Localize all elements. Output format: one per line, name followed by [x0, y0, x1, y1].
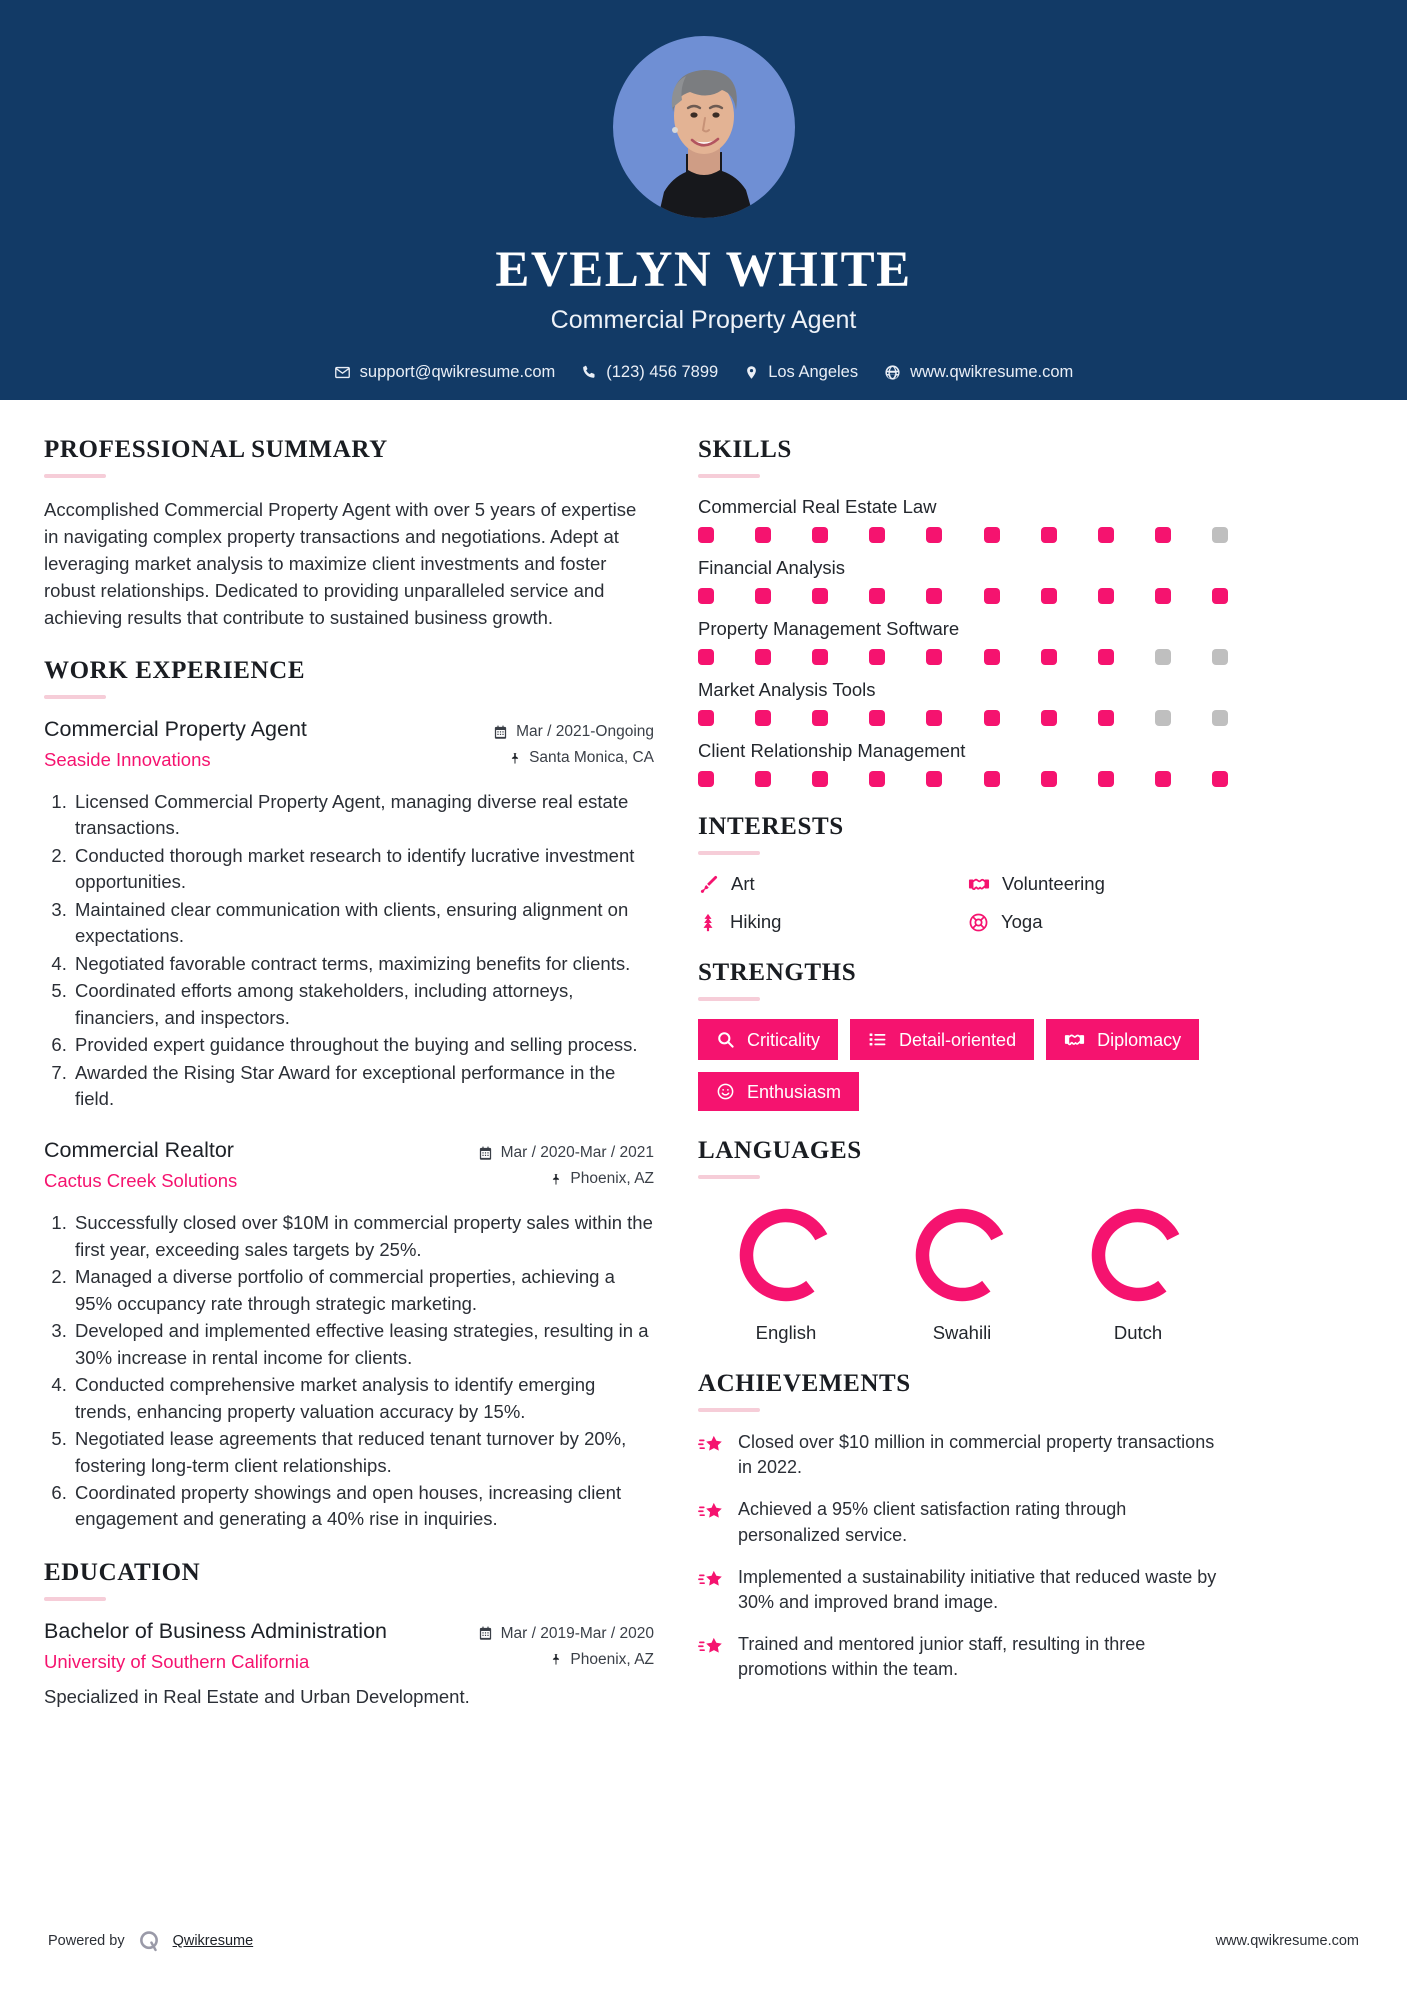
- job-bullet: 4. Negotiated favorable contract terms, maximizing benefits for clients.: [72, 951, 654, 977]
- skill-dot: [926, 527, 942, 543]
- job-location: Phoenix, AZ: [570, 1170, 654, 1188]
- skill-dot: [755, 649, 771, 665]
- job-dates: Mar / 2021-Ongoing: [516, 723, 654, 740]
- magnifier-icon: [716, 1030, 735, 1049]
- right-column: [698, 436, 1228, 1734]
- handshake-icon: [1064, 1029, 1085, 1050]
- job-list: [44, 717, 654, 1533]
- contact-email-text: support@qwikresume.com: [359, 362, 556, 381]
- skill-label: Financial Analysis: [698, 557, 846, 578]
- skill-dot: [1041, 771, 1057, 787]
- section-interests: [698, 813, 1228, 933]
- language-item: [874, 1203, 1050, 1344]
- section-heading: SKILLS: [698, 436, 792, 463]
- job-title: Commercial Realtor: [44, 1138, 234, 1163]
- strength-label: Enthusiasm: [747, 1081, 842, 1102]
- strength-list: [698, 1019, 1228, 1111]
- job-bullets: [44, 789, 654, 1112]
- job-role-subtitle: Commercial Property Agent: [550, 305, 857, 334]
- section-heading: ACHIEVEMENTS: [698, 1370, 911, 1397]
- skill-dot: [926, 588, 942, 604]
- skill-label: Market Analysis Tools: [698, 679, 876, 700]
- strength-pill: [698, 1072, 859, 1111]
- pin-icon: [508, 751, 521, 766]
- skill-dot: [812, 527, 828, 543]
- skill-dot: [1212, 527, 1228, 543]
- skill-dot: [812, 649, 828, 665]
- strength-pill: [698, 1019, 838, 1060]
- contact-phone-text: (123) 456 7899: [606, 362, 719, 381]
- language-list: [698, 1197, 1228, 1344]
- skill-rating: [698, 771, 1228, 787]
- job-header: [44, 1138, 654, 1196]
- job-bullet: 5. Negotiated lease agreements that reduced tenant turnover by 20%, fostering long-term client relationships.: [72, 1426, 654, 1479]
- skill-dot: [1098, 771, 1114, 787]
- job-bullet: 4. Conducted comprehensive market analysis to identify emerging trends, enhancing property valuation accuracy by 15%.: [72, 1372, 654, 1425]
- section-rule: [44, 1597, 106, 1601]
- achievement-item: [698, 1565, 1228, 1615]
- star-burst-icon: [698, 1432, 724, 1458]
- contact-email[interactable]: [325, 363, 565, 382]
- page-footer: [0, 1928, 1407, 1954]
- job-bullet: 3. Developed and implemented effective leasing strategies, resulting in a 30% increase in rental income for clients.: [72, 1318, 654, 1371]
- avatar: [613, 36, 795, 218]
- skill-dot: [1098, 527, 1114, 543]
- skill-dot: [1155, 710, 1171, 726]
- job-bullet: 7. Awarded the Rising Star Award for exceptional performance in the field.: [72, 1060, 654, 1113]
- map-pin-icon: [744, 364, 759, 381]
- section-strengths: [698, 959, 1228, 1111]
- skill-dot: [1155, 527, 1171, 543]
- job-location-row: [449, 749, 654, 767]
- achievement-bullet-icon: [698, 1499, 724, 1530]
- language-label: Swahili: [932, 1322, 992, 1343]
- skill-dot: [984, 710, 1000, 726]
- skill-dot: [926, 710, 942, 726]
- achievement-list: [698, 1430, 1228, 1683]
- footer-brand-link[interactable]: Qwikresume: [172, 1933, 254, 1949]
- achievement-text: Implemented a sustainability initiative that reduced waste by 30% and improved brand image.: [738, 1566, 1217, 1612]
- education-header: [44, 1619, 654, 1677]
- school-name: University of Southern California: [44, 1650, 310, 1672]
- job-dates-row: [449, 1144, 654, 1162]
- skill-dot: [869, 649, 885, 665]
- section-heading: LANGUAGES: [698, 1137, 862, 1164]
- pin-icon: [549, 1172, 562, 1187]
- education-location-row: [449, 1651, 654, 1669]
- job-entry: [44, 1138, 654, 1532]
- education-entry: [44, 1619, 654, 1708]
- list-icon: [868, 1030, 887, 1049]
- skill-rating: [698, 588, 1228, 604]
- skill-item: [698, 740, 1228, 787]
- skill-dot: [984, 771, 1000, 787]
- skill-dot: [1212, 588, 1228, 604]
- strength-label: Detail-oriented: [899, 1029, 1017, 1050]
- skill-dot: [1041, 527, 1057, 543]
- education-dates: Mar / 2019-Mar / 2020: [500, 1624, 654, 1642]
- achievement-item: [698, 1632, 1228, 1682]
- skill-dot: [869, 588, 885, 604]
- skill-dot: [698, 527, 714, 543]
- achievement-bullet-icon: [698, 1634, 724, 1665]
- left-column: [44, 436, 654, 1734]
- strength-pill: [850, 1019, 1034, 1060]
- skill-dot: [984, 588, 1000, 604]
- achievement-text: Closed over $10 million in commercial property transactions in 2022.: [738, 1432, 1215, 1478]
- section-rule: [698, 997, 760, 1001]
- education-meta: [449, 1619, 654, 1677]
- contact-website-text: www.qwikresume.com: [910, 362, 1074, 381]
- skill-item: [698, 679, 1228, 726]
- education-location: Phoenix, AZ: [570, 1650, 654, 1668]
- calendar-icon: [478, 1146, 493, 1161]
- job-bullet: 2. Conducted thorough market research to identify lucrative investment opportunities.: [72, 843, 654, 896]
- education-dates-row: [449, 1625, 654, 1643]
- section-heading: PROFESSIONAL SUMMARY: [44, 436, 388, 463]
- section-rule: [44, 474, 106, 478]
- job-bullet: 3. Maintained clear communication with clients, ensuring alignment on expectations.: [72, 897, 654, 950]
- interest-label: Volunteering: [1002, 873, 1105, 894]
- skill-dot: [812, 710, 828, 726]
- job-meta: [449, 1138, 654, 1196]
- job-bullet: 6. Coordinated property showings and open houses, increasing client engagement and generating a 40% rise in inquiries.: [72, 1480, 654, 1533]
- language-item: [698, 1203, 874, 1344]
- skill-dot: [926, 649, 942, 665]
- skill-dot: [755, 527, 771, 543]
- interest-item: [698, 911, 958, 933]
- skill-dot: [869, 771, 885, 787]
- skill-item: [698, 496, 1228, 543]
- job-dates-row: [449, 723, 654, 741]
- job-bullets: [44, 1210, 654, 1532]
- education-list: [44, 1619, 654, 1708]
- skill-dot: [984, 649, 1000, 665]
- education-main: [44, 1619, 449, 1673]
- section-achievements: [698, 1370, 1228, 1683]
- skill-dot: [755, 588, 771, 604]
- phone-icon: [581, 364, 597, 380]
- interest-label: Art: [731, 873, 755, 894]
- interest-list: [698, 873, 1228, 933]
- skill-dot: [1041, 710, 1057, 726]
- language-progress-ring: [734, 1203, 838, 1307]
- language-progress-ring: [910, 1203, 1014, 1307]
- section-rule: [44, 695, 106, 699]
- summary-text: Accomplished Commercial Property Agent with over 5 years of expertise in navigating complex property transactions and negotiations. Adept at leveraging market analysis to maximize client investments and foster robust relationships. Dedicated to providing unparalleled service and achieving results that contribute to sustained business growth.: [44, 499, 637, 628]
- footer-website: www.qwikresume.com: [1215, 1933, 1359, 1949]
- job-meta: [449, 717, 654, 775]
- job-title: Commercial Property Agent: [44, 717, 307, 741]
- skill-dot: [755, 771, 771, 787]
- section-rule: [698, 474, 760, 478]
- page-title: EVELYN WHITE: [495, 242, 912, 298]
- skill-dot: [1098, 649, 1114, 665]
- skill-dot: [1041, 649, 1057, 665]
- interest-item: [698, 873, 958, 895]
- smiley-icon: [716, 1082, 735, 1101]
- job-bullet: 1. Licensed Commercial Property Agent, managing diverse real estate transactions.: [72, 789, 654, 842]
- language-label: Dutch: [1113, 1322, 1163, 1343]
- achievement-item: [698, 1430, 1228, 1480]
- resume-header: [0, 0, 1407, 400]
- skill-dot: [698, 649, 714, 665]
- education-note: Specialized in Real Estate and Urban Development.: [44, 1685, 470, 1707]
- job-organization: Seaside Innovations: [44, 749, 211, 770]
- skill-dot: [1155, 588, 1171, 604]
- language-item: [1050, 1203, 1226, 1344]
- skill-dot: [698, 771, 714, 787]
- skill-label: Property Management Software: [698, 618, 960, 639]
- job-entry: [44, 717, 654, 1112]
- job-location-row: [449, 1170, 654, 1188]
- skill-dot: [1212, 710, 1228, 726]
- section-rule: [698, 1175, 760, 1179]
- strength-label: Criticality: [747, 1029, 821, 1050]
- language-progress-ring: [1086, 1203, 1190, 1307]
- job-bullet: 5. Coordinated efforts among stakeholders, including attorneys, financiers, and inspectors.: [72, 978, 654, 1031]
- section-languages: [698, 1137, 1228, 1344]
- interest-label: Yoga: [1001, 911, 1043, 932]
- strength-pill: [1046, 1019, 1199, 1060]
- envelope-icon: [334, 364, 351, 381]
- section-skills: [698, 436, 1228, 787]
- calendar-icon: [478, 1626, 493, 1641]
- skill-dot: [1041, 588, 1057, 604]
- paintbrush-icon: [698, 874, 719, 895]
- skill-dot: [698, 710, 714, 726]
- skill-item: [698, 618, 1228, 665]
- section-professional-summary: [44, 436, 654, 631]
- avatar-portrait: [642, 50, 766, 218]
- skill-dot: [1212, 771, 1228, 787]
- skill-list: [698, 496, 1228, 787]
- contact-website[interactable]: [875, 363, 1082, 382]
- skill-rating: [698, 710, 1228, 726]
- job-bullet: 1. Successfully closed over $10M in commercial property sales within the first year, exceeding sales targets by 25%.: [72, 1210, 654, 1263]
- strength-label: Diplomacy: [1097, 1029, 1182, 1050]
- section-work-experience: [44, 657, 654, 1533]
- skill-dot: [1098, 710, 1114, 726]
- footer-powered-label: Powered by: [48, 1933, 125, 1949]
- skill-dot: [812, 588, 828, 604]
- achievement-text: Achieved a 95% client satisfaction rating through personalized service.: [738, 1499, 1127, 1545]
- job-bullet: 6. Provided expert guidance throughout the buying and selling process.: [72, 1032, 654, 1058]
- job-location: Santa Monica, CA: [529, 749, 654, 766]
- skill-dot: [869, 527, 885, 543]
- skill-label: Commercial Real Estate Law: [698, 496, 937, 517]
- footer-powered-by: [48, 1928, 253, 1954]
- skill-dot: [926, 771, 942, 787]
- skill-dot: [1155, 649, 1171, 665]
- skill-dot: [869, 710, 885, 726]
- section-rule: [698, 1408, 760, 1412]
- section-heading: STRENGTHS: [698, 959, 857, 986]
- section-heading: EDUCATION: [44, 1558, 201, 1586]
- skill-dot: [812, 771, 828, 787]
- pin-icon: [549, 1652, 562, 1667]
- skill-rating: [698, 649, 1228, 665]
- skill-dot: [755, 710, 771, 726]
- job-dates: Mar / 2020-Mar / 2021: [500, 1144, 654, 1162]
- interest-label: Hiking: [730, 911, 782, 932]
- contact-bar: [0, 363, 1407, 382]
- skill-dot: [984, 527, 1000, 543]
- skill-rating: [698, 527, 1228, 543]
- skill-dot: [1098, 588, 1114, 604]
- job-main: [44, 1138, 449, 1192]
- language-label: English: [755, 1322, 817, 1343]
- achievement-bullet-icon: [698, 1432, 724, 1463]
- degree-title: Bachelor of Business Administration: [44, 1618, 387, 1643]
- section-heading: INTERESTS: [698, 813, 844, 840]
- job-organization: Cactus Creek Solutions: [44, 1170, 238, 1192]
- job-main: [44, 717, 449, 771]
- section-heading: WORK EXPERIENCE: [44, 657, 306, 684]
- section-education: [44, 1559, 654, 1708]
- qwikresume-logo-icon: [136, 1928, 162, 1954]
- star-burst-icon: [698, 1567, 724, 1593]
- contact-location[interactable]: [735, 363, 867, 382]
- star-burst-icon: [698, 1634, 724, 1660]
- calendar-icon: [493, 725, 508, 740]
- star-burst-icon: [698, 1499, 724, 1525]
- contact-location-text: Los Angeles: [768, 362, 859, 381]
- achievement-item: [698, 1497, 1228, 1547]
- achievement-bullet-icon: [698, 1567, 724, 1598]
- achievement-text: Trained and mentored junior staff, resulting in three promotions within the team.: [738, 1634, 1146, 1680]
- skill-item: [698, 557, 1228, 604]
- handshake-icon: [968, 873, 990, 895]
- section-rule: [698, 851, 760, 855]
- skill-dot: [1155, 771, 1171, 787]
- skill-dot: [1212, 649, 1228, 665]
- interest-item: [968, 873, 1228, 895]
- job-bullet: 2. Managed a diverse portfolio of commercial properties, achieving a 95% occupancy rate through strategic marketing.: [72, 1264, 654, 1317]
- skill-label: Client Relationship Management: [698, 740, 966, 761]
- contact-phone[interactable]: [572, 363, 727, 382]
- resume-body: [0, 400, 1407, 1734]
- skill-dot: [698, 588, 714, 604]
- lifebuoy-icon: [968, 912, 989, 933]
- tree-icon: [698, 912, 718, 933]
- job-header: [44, 717, 654, 775]
- globe-icon: [884, 364, 901, 381]
- interest-item: [968, 911, 1228, 933]
